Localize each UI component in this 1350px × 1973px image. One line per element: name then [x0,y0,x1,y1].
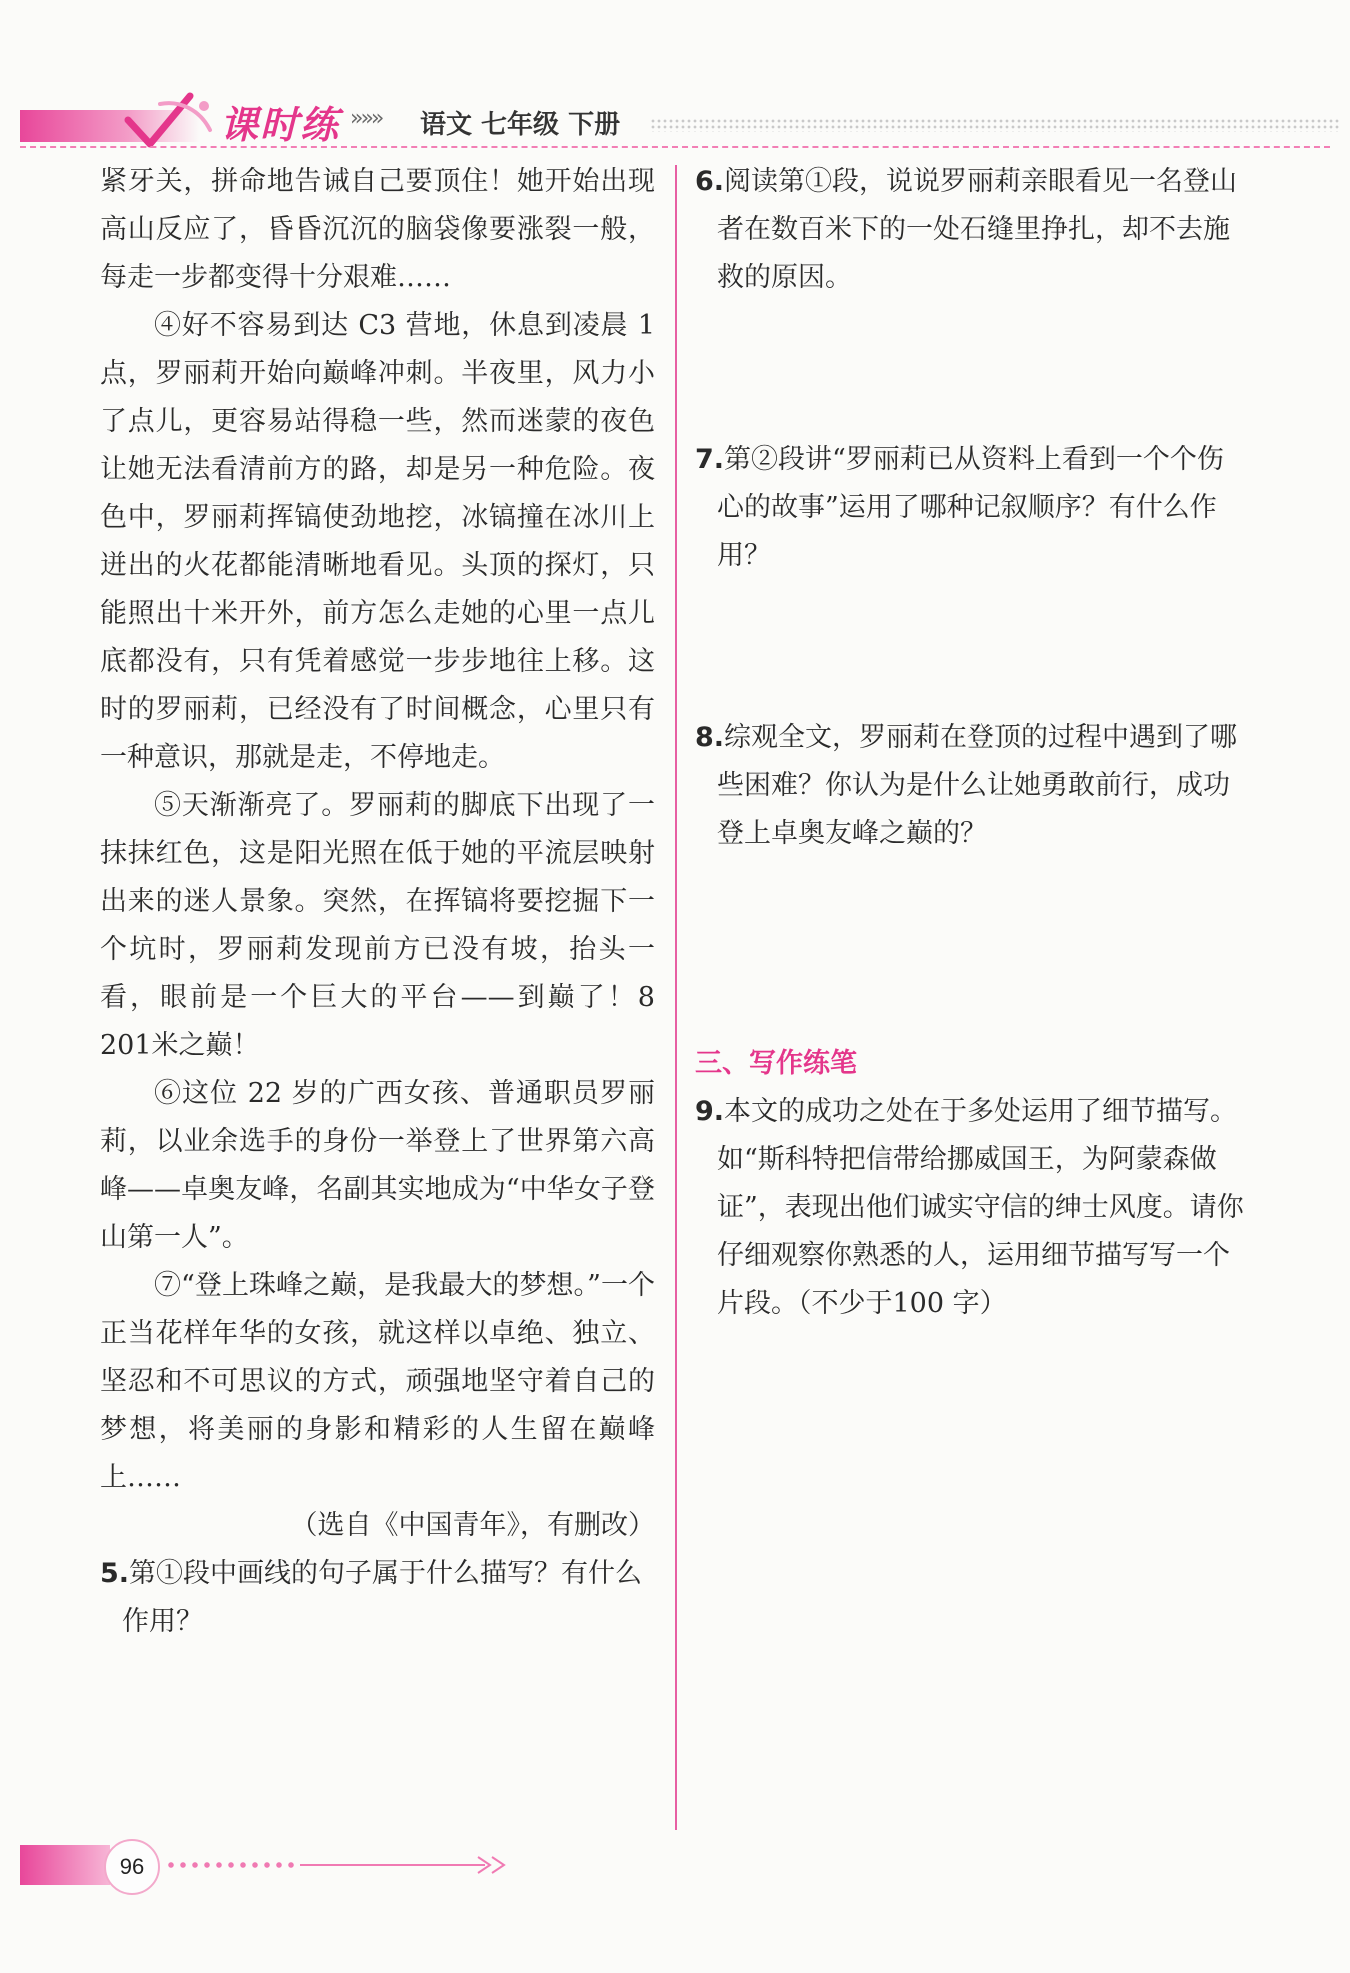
footer-pink-band [20,1845,110,1885]
left-column [100,158,655,1646]
question-number: 5. [100,1558,130,1589]
page-header [20,88,1320,152]
check-mark-logo-icon [120,90,220,152]
answer-space [695,580,1255,714]
question-7 [695,436,1255,580]
question-text-continued: 些困难？你认为是什么让她勇敢前行，成功登上卓奥友峰之巅的？ [717,770,1230,849]
answer-space [695,858,1255,1040]
passage-source: （选自《中国青年》，有删改） [290,1510,655,1541]
question-text-continued: 者在数百米下的一处石缝里挣扎，却不去施救的原因。 [717,214,1230,293]
page-footer [20,1835,520,1895]
passage-paragraph-6: ⑥这位 22 岁的广西女孩、普通职员罗丽莉，以业余选手的身份一举登上了世界第六高峰——卓奥友峰，名副其实地成为“中华女子登山第一人”。 [100,1078,655,1253]
question-number: 7. [695,444,725,475]
section-heading-writing: 三、写作练笔 [695,1048,857,1079]
question-text: 本文的成功之处在于多处运用了细节描写。 [724,1096,1238,1127]
question-text: 综观全文，罗丽莉在登顶的过程中遇到了哪 [724,722,1238,753]
question-text-continued: 如“斯科特把信带给挪威国王，为阿蒙森做证”，表现出他们诚实守信的绅士风度。请你仔细观察你熟悉的人，运用细节描写写一个片段。（不少于100 字） [717,1144,1244,1319]
question-9 [695,1088,1255,1328]
question-text: 阅读第①段，说说罗丽莉亲眼看见一名登山 [724,166,1238,197]
question-text-continued: 心的故事”运用了哪种记叙顺序？有什么作用？ [717,492,1217,571]
question-8 [695,714,1255,858]
question-number: 9. [695,1096,725,1127]
question-text-continued: 作用？ [122,1606,203,1637]
page-number: 96 [104,1839,160,1895]
arrow-right-icon [300,1853,510,1877]
answer-space [695,302,1255,436]
question-text: 第①段中画线的句子属于什么描写？有什么 [129,1558,643,1589]
header-dashed-line [20,146,1330,148]
column-divider [675,165,677,1830]
passage-paragraph-4: ④好不容易到达 C3 营地，休息到凌晨 1点，罗丽莉开始向巅峰冲刺。半夜里，风力小了点儿，更容易站得稳一些，然而迷蒙的夜色让她无法看清前方的路，却是另一种危险。夜色中，罗丽莉挥镐使劲地挖，冰镐撞在冰川上迸出的火花都能清晰地看见。头顶的探灯，只能照出十米开外，前方怎么走她的心里一点儿底都没有，只有凭着感觉一步步地往上移。这时的罗丽莉，已经没有了时间概念，心里只有一种意识，那就是走，不停地走。 [100,310,655,773]
question-number: 8. [695,722,725,753]
header-arrows-icon: »»» [350,106,382,131]
right-column [695,158,1255,1328]
footer-dot-trail [165,1860,295,1870]
question-5 [100,1550,655,1646]
passage-paragraph-7: ⑦“登上珠峰之巅，是我最大的梦想。”一个正当花样年华的女孩，就这样以卓绝、独立、坚忍和不可思议的方式，顽强地坚守着自己的梦想，将美丽的身影和精彩的人生留在巅峰上…… [100,1270,655,1493]
header-dot-pattern [650,118,1340,132]
passage-paragraph-continued: 紧牙关，拼命地告诫自己要顶住！她开始出现高山反应了，昏昏沉沉的脑袋像要涨裂一般，每走一步都变得十分艰难…… [100,166,655,293]
series-title: 课时练 [220,103,341,147]
passage-paragraph-5: ⑤天渐渐亮了。罗丽莉的脚底下出现了一抹抹红色，这是阳光照在低于她的平流层映射出来的迷人景象。突然，在挥镐将要挖掘下一个坑时，罗丽莉发现前方已没有坡，抬头一看，眼前是一个巨大的平台——到巅了！8 201米之巅！ [100,790,655,1061]
question-6 [695,158,1255,302]
question-number: 6. [695,166,725,197]
question-text: 第②段讲“罗丽莉已从资料上看到一个个伤 [724,444,1224,475]
subject-grade-label: 语文 七年级 下册 [420,110,621,140]
